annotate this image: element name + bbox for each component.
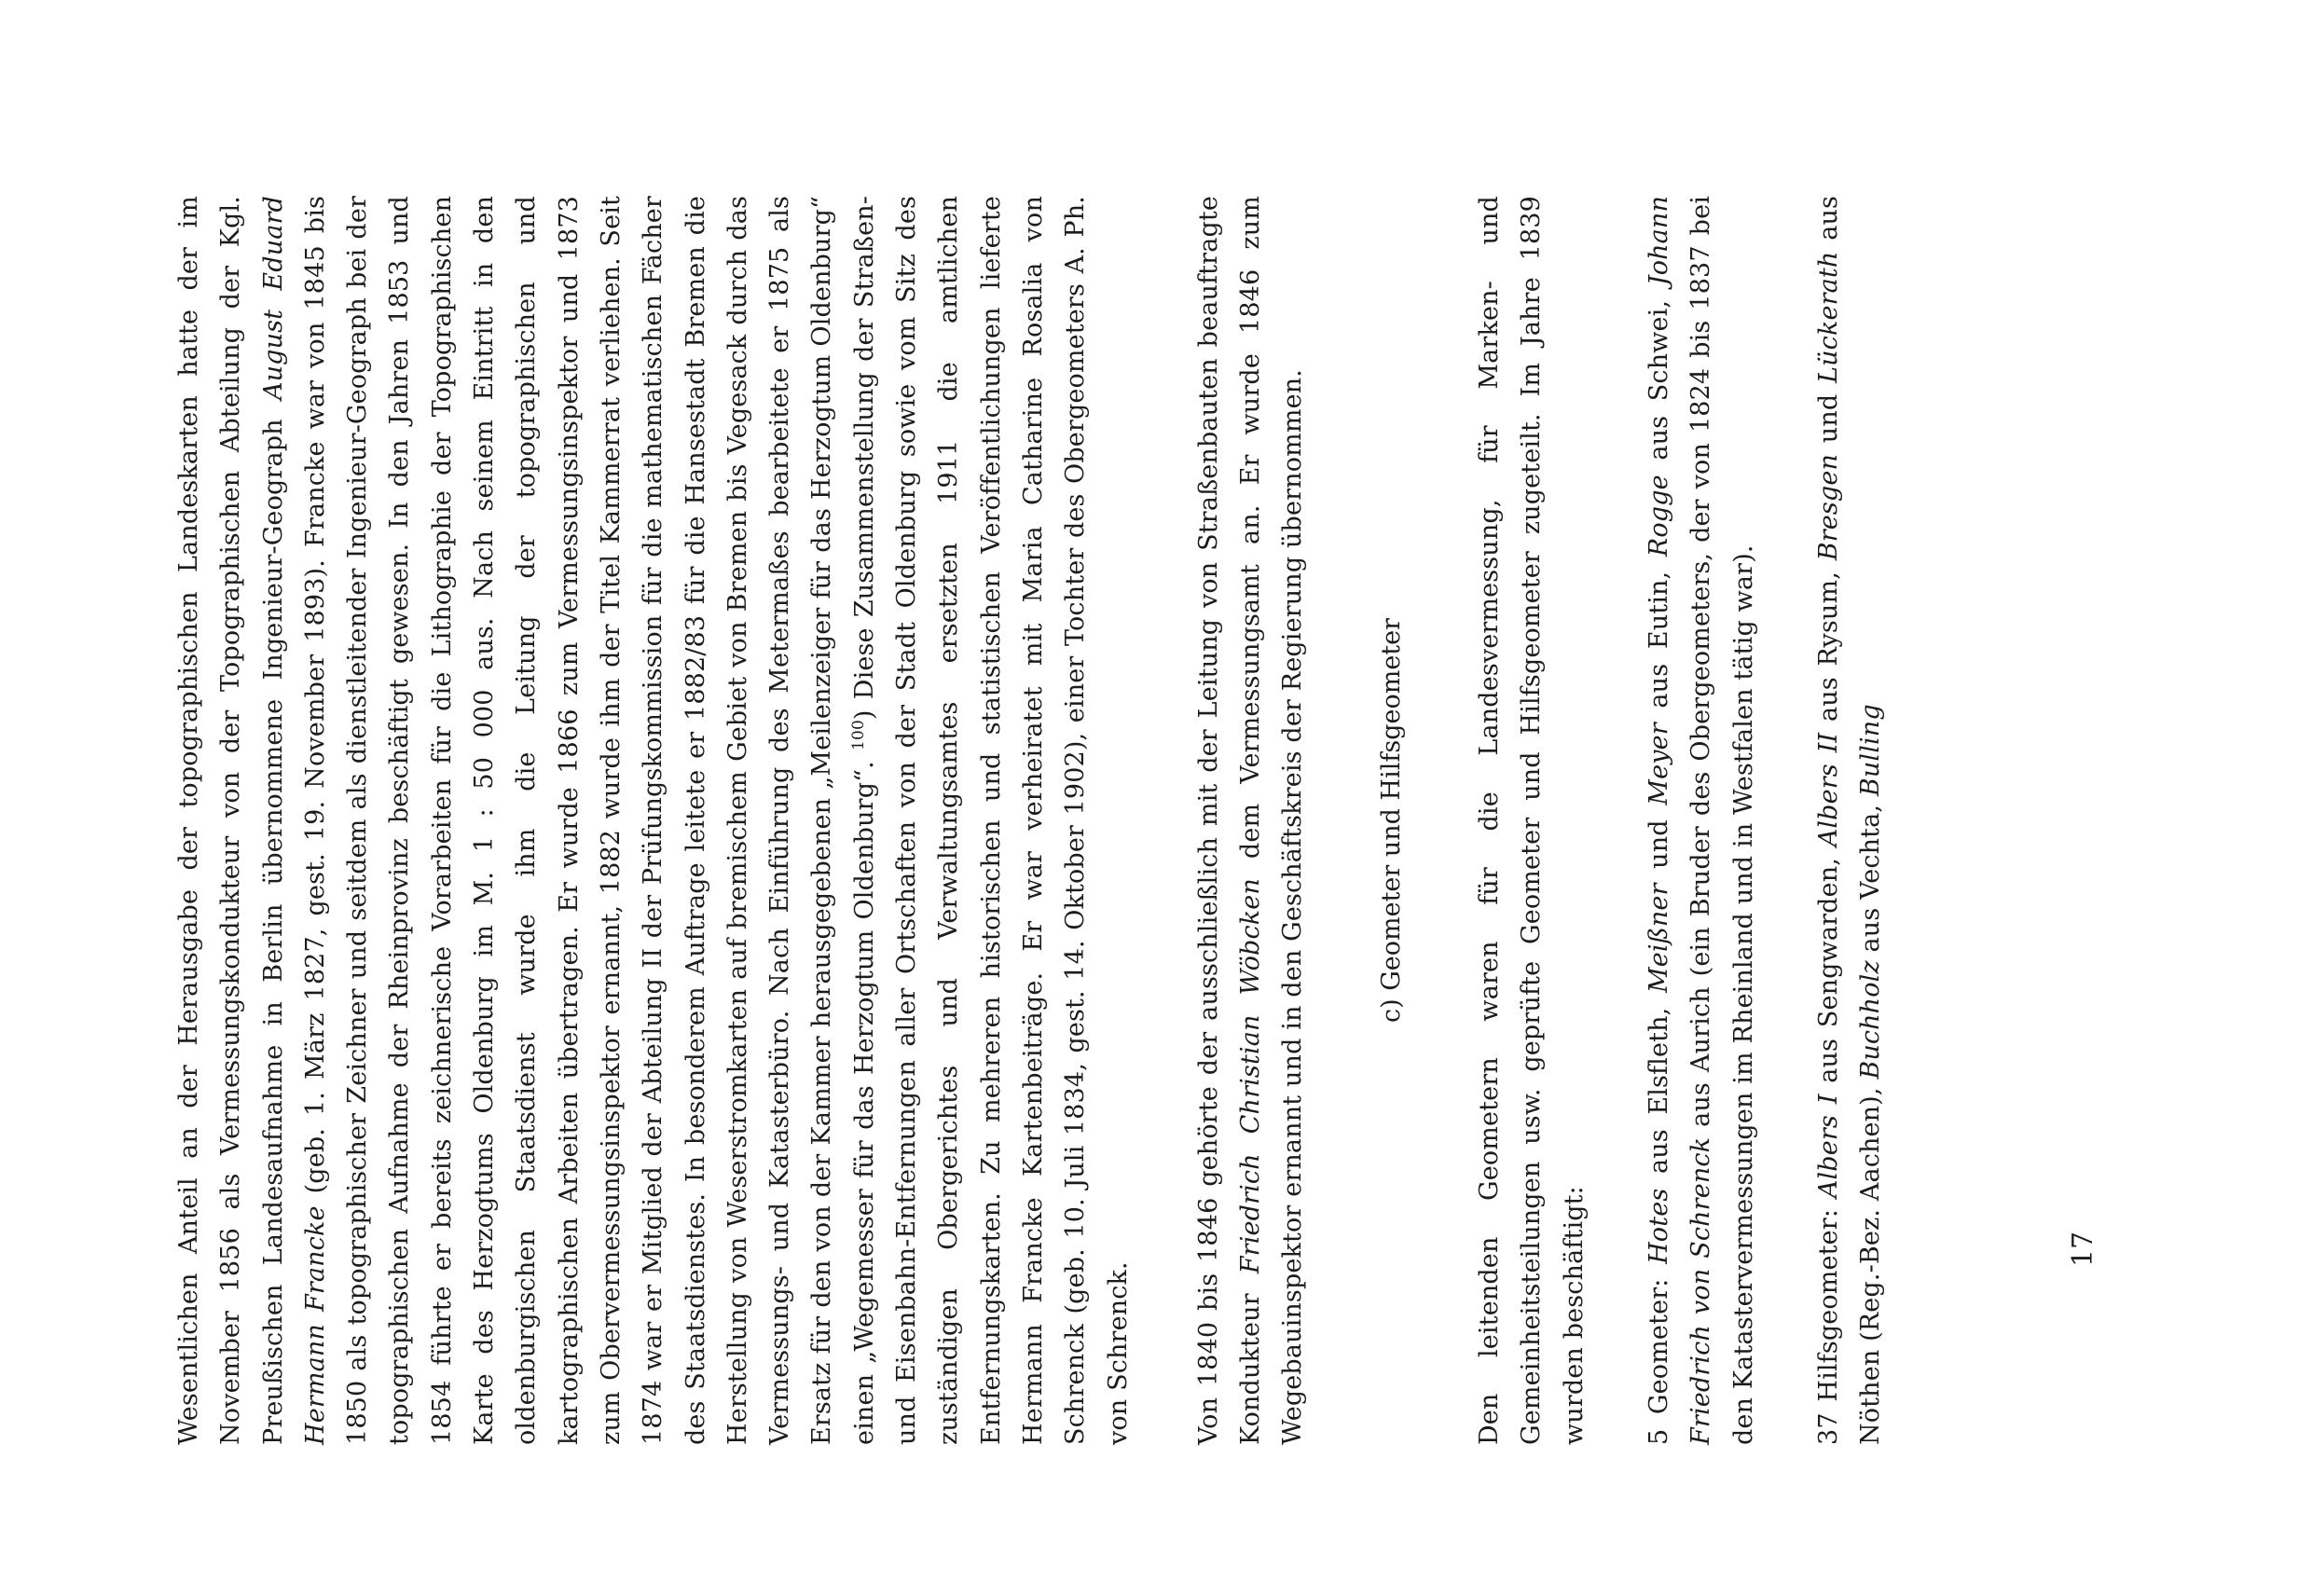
text-run: aus Eutin, [1644,557,1673,723]
italic-name: Lückerath [1813,251,1843,383]
body-text [168,196,1892,1445]
italic-name: Hotes [1644,1188,1673,1264]
text-run: aus Vechta, [1856,796,1886,961]
text-run: und [1644,805,1673,884]
italic-name: Bulling [1856,704,1886,797]
text-run: (geb. 1. März 1827, gest. 19. November 1893). Francke war von 1845 bis 1850 als topographischer Zeichner und seitdem als dienstleitender Ingenieur-Geograph bei der topographischen Aufnahme der Rheinprovinz beschäftigt gewesen. In den Jahren 1853 und 1854 führte er bereits zeichnerische Vorarbeiten für die Lithographie der Topographischen Karte des Herzogtums Oldenburg im M. 1 : 50 000 aus. Nach seinem Eintritt in den oldenburgischen Staatsdienst wurde ihm die Leitung der topographischen und kartographischen Arbeiten übertragen. Er wurde 1866 zum Vermessungsinspektor und 1873 zum Obervermessungsinspektor ernannt, 1882 wurde ihm der Titel Kammerrat verliehen. Seit 1874 war er Mitglied der Abteilung II der Prüfungskommission für die mathematischen Fächer des Staatsdienstes. In besonderem Auftrage leitete er 1882/83 für die Hansestadt Bremen die Herstellung von Weserstromkarten auf bremischem Gebiet von Bremen bis Vegesack durch das Vermessungs- und Katasterbüro. Nach Einführung des Metermaßes bearbeitete er 1875 als Ersatz für den von der Kammer herausgegebenen „Meilenzeiger für das Herzogtum Oldenburg“ einen „Wegemesser für das Herzogtum Oldenburg“. [300,196,879,1445]
italic-name: Albers II [1813,732,1843,847]
section-heading [1370,196,1412,1445]
text-run: c) Geometer und Hilfsgeometer [1376,617,1406,1024]
footnote-ref: 100 [848,720,868,750]
italic-name: Albers I [1813,1094,1843,1199]
page-number-anchor [2067,1231,2099,1268]
text-run: 5 Geometer: [1644,1263,1673,1445]
italic-name: Friedrich Christian Wöbcken [1236,878,1266,1274]
italic-name: Rogge [1644,475,1673,557]
text-run: Wesentlichen Anteil an der Herausgabe der topographischen Landeskarten hatte der im November 1856 als Vermessungskondukteur von der Topographischen Abteilung der Kgl. Preußischen Landesaufnahme in Berlin übernommene Ingenieur-Geograph [174,196,288,1445]
paragraph-hilfsgeometer-list [1808,196,1892,1445]
text-run: und [1813,382,1843,454]
page-number: 17 [2067,1231,2099,1268]
paragraph-geometer-intro [1468,196,1595,1445]
text-run: 37 Hilfsgeometer: [1813,1198,1843,1445]
italic-name: Johann Friedrich von Schrenck [1644,196,1716,1445]
text-run: Den leitenden Geometern waren für die Landesvermessung, für Marken- und Gemeinheitsteilungen usw. geprüfte Geometer und Hilfsgeometer zugeteilt. Im Jahre 1839 wurden beschäftigt: [1475,196,1589,1445]
paragraph-geometer-list [1638,196,1765,1445]
text-run: aus Elsfleth, [1644,993,1673,1189]
paragraph-woebcken [1188,196,1314,1445]
rotated-text-block [168,196,2144,1445]
text-run: aus Sengwarden, [1813,846,1843,1094]
text-run: aus Aurich (ein Bruder des Obergeometers, der von 1824 bis 1837 bei den Katastervermessungen im Rheinland und in Westfalen tätig war). [1686,196,1758,1445]
italic-name: August Eduard Hermann Francke [258,196,330,1445]
italic-name: Meißner [1644,883,1673,994]
text-run: ) Diese Zusammenstellung der Straßen- und Eisenbahn-Entfernungen aller Ortschaften von der Stadt Oldenburg sowie vom Sitz des zuständigen Obergerichtes und Verwaltungsamtes ersetzten 1911 die amtlichen Entfernungskarten. Zu mehreren historischen und statistischen Veröffentlichungen lieferte Hermann Francke Kartenbeiträge. Er war verheiratet mit Maria Catharine Rosalia von Schrenck (geb. 10. Juli 1834, gest. 14. Oktober 1902), einer Tochter des Obergeometers A. Ph. von Schrenck. [849,195,1133,1445]
text-run: aus Nöthen (Reg.-Bez. Aachen), [1813,196,1886,1445]
italic-name: Buchholz [1856,960,1886,1080]
text-run: dem Vermessungsamt an. Er wurde 1846 zum Wegebauinspektor ernannt und in den Geschäftskreis der Regierung übernommen. [1236,196,1308,1445]
text-run: aus Schwei, [1644,285,1673,475]
text-run: Von 1840 bis 1846 gehörte der ausschließlich mit der Leitung von Straßenbauten beauftragte Kondukteur [1193,196,1266,1445]
text-run: aus Rysum, [1813,560,1843,733]
italic-name: Meyer [1644,722,1673,805]
paragraph-francke [168,196,1139,1445]
italic-name: Bresgen [1813,453,1843,561]
